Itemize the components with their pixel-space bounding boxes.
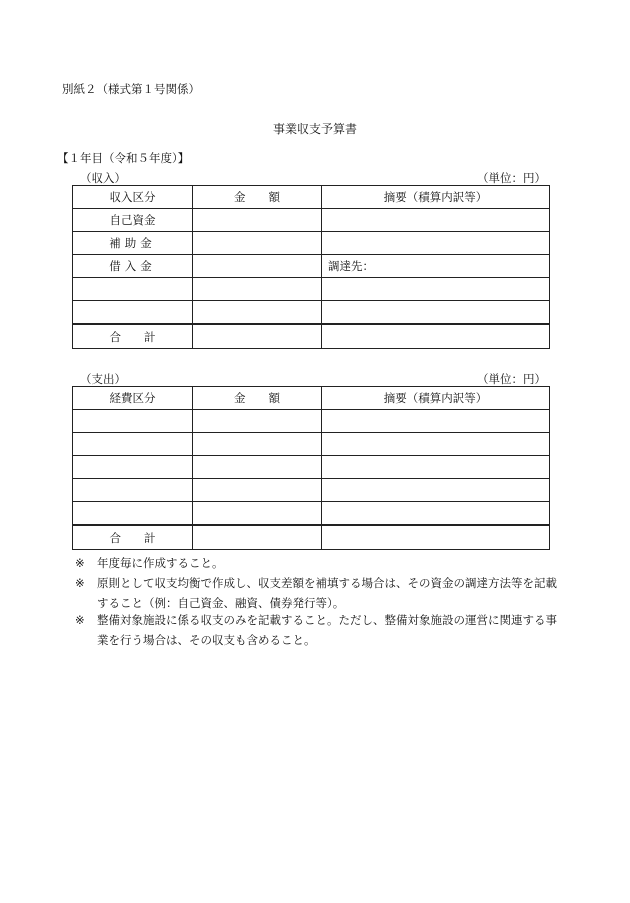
expense-category-cell[interactable] (73, 433, 193, 456)
income-amount-cell[interactable] (193, 209, 322, 232)
table-row (73, 410, 550, 433)
expense-amount-cell[interactable] (193, 410, 322, 433)
expense-category-cell[interactable] (73, 502, 193, 526)
table-row (73, 255, 550, 278)
note-mark: ※ (75, 576, 85, 590)
header-amount: 金 額 (193, 387, 322, 410)
document-title: 事業収支予算書 (272, 122, 357, 136)
header-amount: 金 額 (193, 186, 322, 209)
header-remarks: 摘要（積算内訳等） (322, 387, 550, 410)
note-text: 整備対象施設に係る収支のみを記載すること。ただし、整備対象施設の運営に関連する事 (97, 613, 557, 627)
expense-amount-cell[interactable] (193, 502, 322, 526)
table-row (73, 502, 550, 526)
income-remarks-cell[interactable] (322, 301, 550, 325)
table-row (73, 456, 550, 479)
expense-caption: （支出） (80, 372, 126, 386)
income-category-cell: 自己資金 (73, 209, 193, 232)
note-mark: ※ (75, 613, 85, 627)
expense-remarks-cell[interactable] (322, 410, 550, 433)
income-remarks-cell[interactable] (322, 232, 550, 255)
table-row (73, 209, 550, 232)
expense-unit: （単位：円） (477, 372, 546, 386)
table-row (73, 232, 550, 255)
table-row (73, 301, 550, 325)
income-category-cell[interactable] (73, 301, 193, 325)
total-amount-cell[interactable] (193, 324, 322, 349)
expense-table (72, 386, 550, 550)
note-3 (75, 610, 557, 650)
expense-amount-cell[interactable] (193, 479, 322, 502)
table-row (73, 278, 550, 301)
table-header-row (73, 186, 550, 209)
total-remarks-cell[interactable] (322, 324, 550, 349)
expense-remarks-cell[interactable] (322, 456, 550, 479)
income-amount-cell[interactable] (193, 232, 322, 255)
total-amount-cell[interactable] (193, 525, 322, 550)
header-category: 収入区分 (73, 186, 193, 209)
expense-amount-cell[interactable] (193, 433, 322, 456)
note-text: 年度毎に作成すること。 (97, 556, 224, 570)
income-table (72, 185, 550, 349)
note-mark: ※ (75, 556, 85, 570)
total-label: 合 計 (73, 324, 193, 349)
table-header-row (73, 387, 550, 410)
income-caption: （収入） (80, 171, 126, 185)
income-remarks-cell[interactable]: 調達先： (322, 255, 550, 278)
note-2 (75, 573, 557, 613)
income-category-cell[interactable] (73, 278, 193, 301)
total-label: 合 計 (73, 525, 193, 550)
total-row (73, 525, 550, 550)
expense-amount-cell[interactable] (193, 456, 322, 479)
income-remarks-cell[interactable] (322, 278, 550, 301)
total-remarks-cell[interactable] (322, 525, 550, 550)
note-text-continued: すること（例：自己資金、融資、債券発行等）。 (97, 596, 345, 610)
income-remarks-cell[interactable] (322, 209, 550, 232)
table-row (73, 479, 550, 502)
income-category-cell: 補助金 (73, 232, 193, 255)
expense-remarks-cell[interactable] (322, 433, 550, 456)
income-amount-cell[interactable] (193, 301, 322, 325)
expense-category-cell[interactable] (73, 479, 193, 502)
note-text-continued: 業を行う場合は、その収支も含めること。 (97, 633, 316, 647)
expense-category-cell[interactable] (73, 410, 193, 433)
expense-category-cell[interactable] (73, 456, 193, 479)
expense-remarks-cell[interactable] (322, 502, 550, 526)
header-category: 経費区分 (73, 387, 193, 410)
income-category-cell: 借入金 (73, 255, 193, 278)
note-text: 原則として収支均衡で作成し、収支差額を補填する場合は、その資金の調達方法等を記載 (97, 576, 557, 590)
header-remarks: 摘要（積算内訳等） (322, 186, 550, 209)
note-1 (75, 553, 224, 573)
attachment-label: 別紙２（様式第１号関係） (62, 82, 200, 96)
income-amount-cell[interactable] (193, 278, 322, 301)
expense-remarks-cell[interactable] (322, 479, 550, 502)
total-row (73, 324, 550, 349)
income-amount-cell[interactable] (193, 255, 322, 278)
table-row (73, 433, 550, 456)
income-unit: （単位：円） (477, 171, 546, 185)
period-heading: 【１年目（令和５年度）】 (57, 151, 190, 165)
